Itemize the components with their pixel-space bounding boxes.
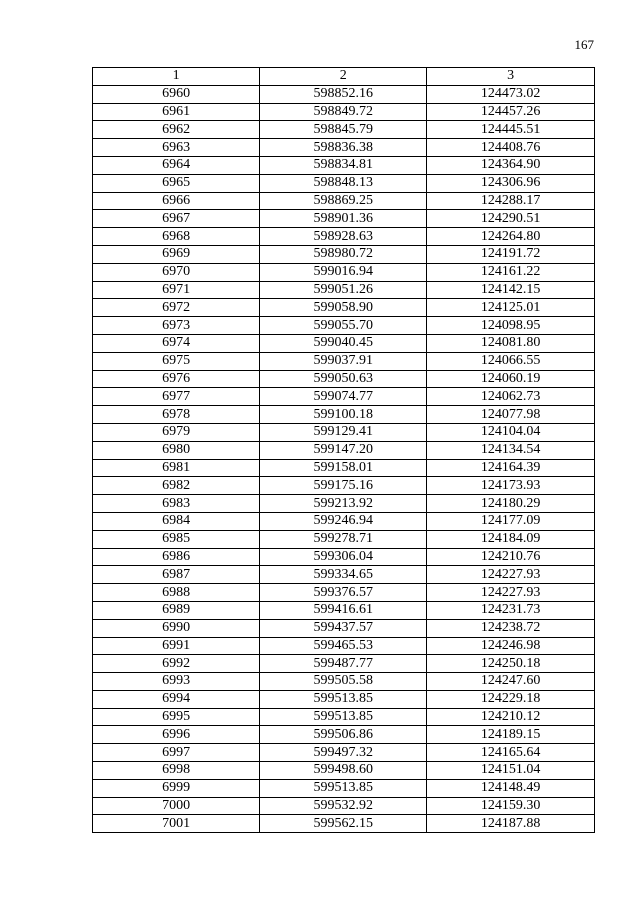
x-coordinate-cell: 598852.16 bbox=[260, 85, 427, 103]
table-row bbox=[93, 352, 595, 370]
x-coordinate-cell: 599513.85 bbox=[260, 708, 427, 726]
table-row bbox=[93, 762, 595, 780]
y-coordinate-cell: 124229.18 bbox=[427, 690, 595, 708]
y-coordinate-cell: 124408.76 bbox=[427, 139, 595, 157]
point-number-cell: 6963 bbox=[93, 139, 260, 157]
y-coordinate-cell: 124177.09 bbox=[427, 512, 595, 530]
x-coordinate-cell: 599437.57 bbox=[260, 619, 427, 637]
table-row bbox=[93, 779, 595, 797]
x-coordinate-cell: 599158.01 bbox=[260, 459, 427, 477]
x-coordinate-cell: 599487.77 bbox=[260, 655, 427, 673]
x-coordinate-cell: 599532.92 bbox=[260, 797, 427, 815]
table-header bbox=[93, 68, 595, 86]
point-number-cell: 6986 bbox=[93, 548, 260, 566]
page-number: 167 bbox=[574, 37, 594, 52]
x-coordinate-cell: 599050.63 bbox=[260, 370, 427, 388]
x-coordinate-cell: 599074.77 bbox=[260, 388, 427, 406]
table-row bbox=[93, 388, 595, 406]
y-coordinate-cell: 124077.98 bbox=[427, 406, 595, 424]
point-number-cell: 6980 bbox=[93, 441, 260, 459]
point-number-cell: 6983 bbox=[93, 495, 260, 513]
table-body bbox=[93, 85, 595, 832]
point-number-cell: 6982 bbox=[93, 477, 260, 495]
point-number-cell: 6981 bbox=[93, 459, 260, 477]
y-coordinate-cell: 124060.19 bbox=[427, 370, 595, 388]
point-number-cell: 6985 bbox=[93, 530, 260, 548]
table-row bbox=[93, 459, 595, 477]
x-coordinate-cell: 598845.79 bbox=[260, 121, 427, 139]
y-coordinate-cell: 124189.15 bbox=[427, 726, 595, 744]
point-number-cell: 6991 bbox=[93, 637, 260, 655]
y-coordinate-cell: 124227.93 bbox=[427, 584, 595, 602]
y-coordinate-cell: 124457.26 bbox=[427, 103, 595, 121]
y-coordinate-cell: 124364.90 bbox=[427, 156, 595, 174]
x-coordinate-cell: 599037.91 bbox=[260, 352, 427, 370]
y-coordinate-cell: 124290.51 bbox=[427, 210, 595, 228]
point-number-cell: 6995 bbox=[93, 708, 260, 726]
point-number-cell: 6970 bbox=[93, 263, 260, 281]
table-row bbox=[93, 423, 595, 441]
point-number-cell: 6987 bbox=[93, 566, 260, 584]
point-number-cell: 6972 bbox=[93, 299, 260, 317]
x-coordinate-cell: 599147.20 bbox=[260, 441, 427, 459]
y-coordinate-cell: 124231.73 bbox=[427, 601, 595, 619]
table-row bbox=[93, 726, 595, 744]
x-coordinate-cell: 599465.53 bbox=[260, 637, 427, 655]
x-coordinate-cell: 599129.41 bbox=[260, 423, 427, 441]
table-row bbox=[93, 370, 595, 388]
point-number-cell: 6999 bbox=[93, 779, 260, 797]
table-row bbox=[93, 156, 595, 174]
table-row bbox=[93, 601, 595, 619]
x-coordinate-cell: 598848.13 bbox=[260, 174, 427, 192]
point-number-cell: 6989 bbox=[93, 601, 260, 619]
point-number-cell: 6967 bbox=[93, 210, 260, 228]
y-coordinate-cell: 124165.64 bbox=[427, 744, 595, 762]
x-coordinate-cell: 599040.45 bbox=[260, 334, 427, 352]
table-row bbox=[93, 85, 595, 103]
table-row bbox=[93, 584, 595, 602]
table-row bbox=[93, 548, 595, 566]
y-coordinate-cell: 124306.96 bbox=[427, 174, 595, 192]
y-coordinate-cell: 124238.72 bbox=[427, 619, 595, 637]
y-coordinate-cell: 124180.29 bbox=[427, 495, 595, 513]
point-number-cell: 6971 bbox=[93, 281, 260, 299]
table-row bbox=[93, 299, 595, 317]
table-row bbox=[93, 690, 595, 708]
table-row bbox=[93, 655, 595, 673]
point-number-cell: 6998 bbox=[93, 762, 260, 780]
table-row bbox=[93, 512, 595, 530]
point-number-cell: 6996 bbox=[93, 726, 260, 744]
x-coordinate-cell: 599051.26 bbox=[260, 281, 427, 299]
x-coordinate-cell: 598869.25 bbox=[260, 192, 427, 210]
y-coordinate-cell: 124227.93 bbox=[427, 566, 595, 584]
point-number-cell: 6978 bbox=[93, 406, 260, 424]
table-row bbox=[93, 441, 595, 459]
x-coordinate-cell: 598836.38 bbox=[260, 139, 427, 157]
y-coordinate-cell: 124066.55 bbox=[427, 352, 595, 370]
y-coordinate-cell: 124151.04 bbox=[427, 762, 595, 780]
y-coordinate-cell: 124134.54 bbox=[427, 441, 595, 459]
point-number-cell: 6968 bbox=[93, 228, 260, 246]
point-number-cell: 6973 bbox=[93, 317, 260, 335]
x-coordinate-cell: 599513.85 bbox=[260, 690, 427, 708]
x-coordinate-cell: 599416.61 bbox=[260, 601, 427, 619]
x-coordinate-cell: 599505.58 bbox=[260, 673, 427, 691]
point-number-cell: 6976 bbox=[93, 370, 260, 388]
table-row bbox=[93, 281, 595, 299]
table-row bbox=[93, 210, 595, 228]
x-coordinate-cell: 599213.92 bbox=[260, 495, 427, 513]
point-number-cell: 6997 bbox=[93, 744, 260, 762]
point-number-cell: 6990 bbox=[93, 619, 260, 637]
x-coordinate-cell: 599498.60 bbox=[260, 762, 427, 780]
x-coordinate-cell: 599246.94 bbox=[260, 512, 427, 530]
table-row bbox=[93, 797, 595, 815]
x-coordinate-cell: 598834.81 bbox=[260, 156, 427, 174]
point-number-cell: 6960 bbox=[93, 85, 260, 103]
y-coordinate-cell: 124191.72 bbox=[427, 245, 595, 263]
y-coordinate-cell: 124104.04 bbox=[427, 423, 595, 441]
y-coordinate-cell: 124148.49 bbox=[427, 779, 595, 797]
column-header-2: 2 bbox=[260, 68, 427, 86]
table-row bbox=[93, 530, 595, 548]
point-number-cell: 6969 bbox=[93, 245, 260, 263]
point-number-cell: 6974 bbox=[93, 334, 260, 352]
point-number-cell: 7000 bbox=[93, 797, 260, 815]
x-coordinate-cell: 599058.90 bbox=[260, 299, 427, 317]
x-coordinate-cell: 598849.72 bbox=[260, 103, 427, 121]
y-coordinate-cell: 124246.98 bbox=[427, 637, 595, 655]
point-number-cell: 6984 bbox=[93, 512, 260, 530]
point-number-cell: 6961 bbox=[93, 103, 260, 121]
y-coordinate-cell: 124159.30 bbox=[427, 797, 595, 815]
y-coordinate-cell: 124210.12 bbox=[427, 708, 595, 726]
table-row bbox=[93, 245, 595, 263]
y-coordinate-cell: 124187.88 bbox=[427, 815, 595, 833]
point-number-cell: 6977 bbox=[93, 388, 260, 406]
x-coordinate-cell: 599513.85 bbox=[260, 779, 427, 797]
x-coordinate-cell: 599506.86 bbox=[260, 726, 427, 744]
point-number-cell: 6965 bbox=[93, 174, 260, 192]
table-row bbox=[93, 192, 595, 210]
point-number-cell: 6993 bbox=[93, 673, 260, 691]
table-row bbox=[93, 477, 595, 495]
point-number-cell: 6964 bbox=[93, 156, 260, 174]
y-coordinate-cell: 124288.17 bbox=[427, 192, 595, 210]
y-coordinate-cell: 124445.51 bbox=[427, 121, 595, 139]
header-row bbox=[93, 68, 595, 86]
table-row bbox=[93, 228, 595, 246]
x-coordinate-cell: 599334.65 bbox=[260, 566, 427, 584]
table-row bbox=[93, 406, 595, 424]
x-coordinate-cell: 599016.94 bbox=[260, 263, 427, 281]
x-coordinate-cell: 599175.16 bbox=[260, 477, 427, 495]
point-number-cell: 6966 bbox=[93, 192, 260, 210]
x-coordinate-cell: 599562.15 bbox=[260, 815, 427, 833]
y-coordinate-cell: 124250.18 bbox=[427, 655, 595, 673]
y-coordinate-cell: 124184.09 bbox=[427, 530, 595, 548]
table-row bbox=[93, 139, 595, 157]
table-row bbox=[93, 566, 595, 584]
point-number-cell: 6992 bbox=[93, 655, 260, 673]
point-number-cell: 6962 bbox=[93, 121, 260, 139]
table-row bbox=[93, 495, 595, 513]
column-header-3: 3 bbox=[427, 68, 595, 86]
table-row bbox=[93, 334, 595, 352]
y-coordinate-cell: 124125.01 bbox=[427, 299, 595, 317]
y-coordinate-cell: 124264.80 bbox=[427, 228, 595, 246]
y-coordinate-cell: 124142.15 bbox=[427, 281, 595, 299]
y-coordinate-cell: 124161.22 bbox=[427, 263, 595, 281]
table-row bbox=[93, 619, 595, 637]
y-coordinate-cell: 124473.02 bbox=[427, 85, 595, 103]
table-row bbox=[93, 121, 595, 139]
table-row bbox=[93, 174, 595, 192]
point-number-cell: 6988 bbox=[93, 584, 260, 602]
x-coordinate-cell: 598901.36 bbox=[260, 210, 427, 228]
y-coordinate-cell: 124062.73 bbox=[427, 388, 595, 406]
y-coordinate-cell: 124173.93 bbox=[427, 477, 595, 495]
point-number-cell: 6979 bbox=[93, 423, 260, 441]
table-row bbox=[93, 103, 595, 121]
table-row bbox=[93, 317, 595, 335]
x-coordinate-cell: 599376.57 bbox=[260, 584, 427, 602]
table-row bbox=[93, 744, 595, 762]
x-coordinate-cell: 598980.72 bbox=[260, 245, 427, 263]
column-header-1: 1 bbox=[93, 68, 260, 86]
x-coordinate-cell: 598928.63 bbox=[260, 228, 427, 246]
point-number-cell: 6994 bbox=[93, 690, 260, 708]
x-coordinate-cell: 599100.18 bbox=[260, 406, 427, 424]
point-number-cell: 6975 bbox=[93, 352, 260, 370]
y-coordinate-cell: 124247.60 bbox=[427, 673, 595, 691]
table-row bbox=[93, 708, 595, 726]
point-number-cell: 7001 bbox=[93, 815, 260, 833]
table-row bbox=[93, 263, 595, 281]
x-coordinate-cell: 599278.71 bbox=[260, 530, 427, 548]
y-coordinate-cell: 124164.39 bbox=[427, 459, 595, 477]
y-coordinate-cell: 124081.80 bbox=[427, 334, 595, 352]
y-coordinate-cell: 124098.95 bbox=[427, 317, 595, 335]
x-coordinate-cell: 599055.70 bbox=[260, 317, 427, 335]
table-row bbox=[93, 637, 595, 655]
coordinates-table bbox=[92, 67, 595, 833]
table-row bbox=[93, 815, 595, 833]
x-coordinate-cell: 599497.32 bbox=[260, 744, 427, 762]
x-coordinate-cell: 599306.04 bbox=[260, 548, 427, 566]
table-row bbox=[93, 673, 595, 691]
y-coordinate-cell: 124210.76 bbox=[427, 548, 595, 566]
